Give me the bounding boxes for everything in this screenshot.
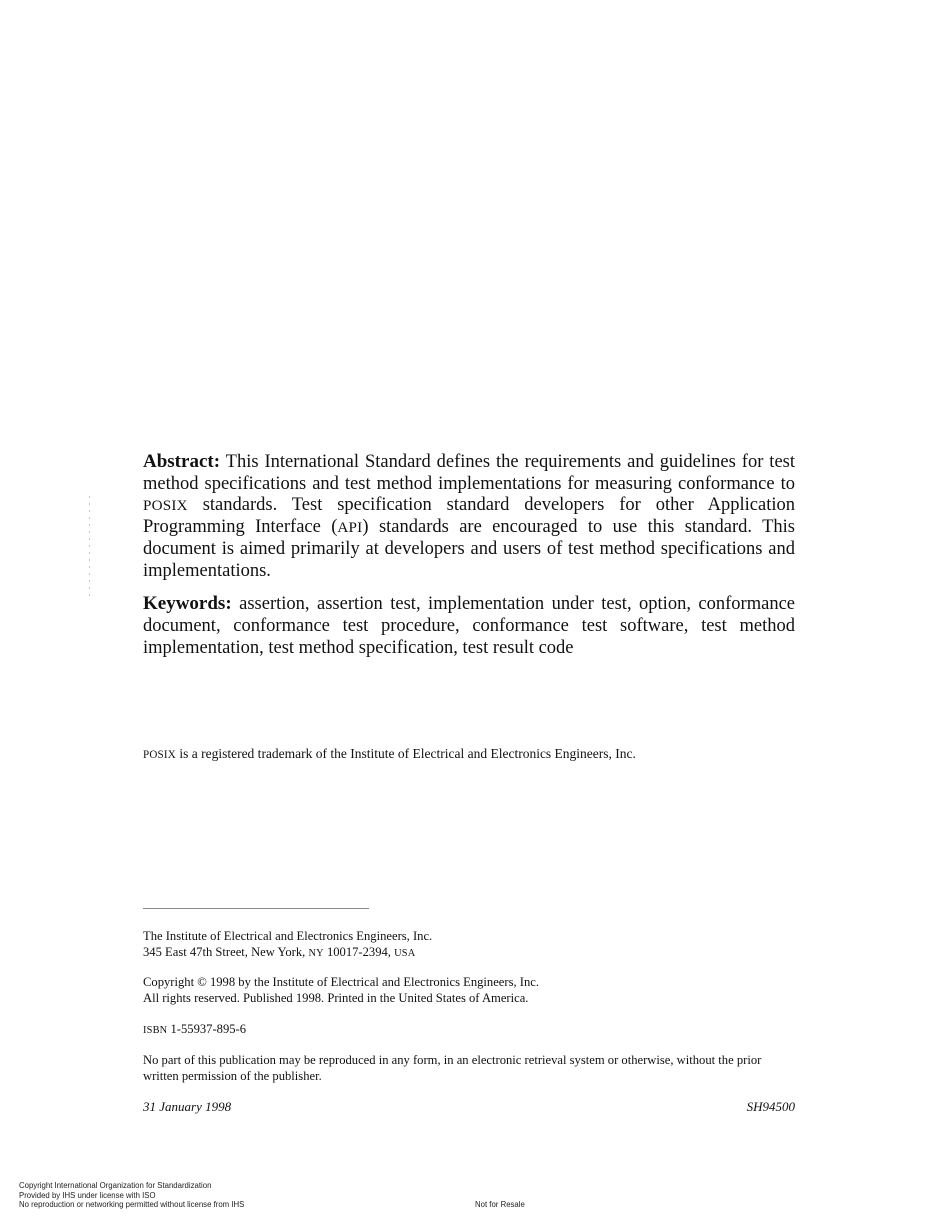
publisher-state: NY (308, 947, 324, 959)
isbn-label: ISBN (143, 1025, 168, 1036)
trademark-text: is a registered trademark of the Institute of Electrical and Electronics Engineers, Inc. (175, 746, 636, 761)
separator-rule (143, 908, 369, 909)
abstract-posix: POSIX (143, 497, 188, 515)
footer-date: 31 January 1998 (143, 1099, 232, 1114)
isbn-number: 1-55937-895-6 (167, 1022, 247, 1036)
license-stamp (19, 1181, 244, 1210)
abstract-api: API (337, 519, 363, 537)
not-for-resale: Not for Resale (475, 1200, 525, 1209)
license-line-3: No reproduction or networking permitted without license from IHS (19, 1200, 245, 1210)
isbn-block (143, 1022, 798, 1039)
license-line-2: Provided by IHS under license with ISO (19, 1190, 156, 1200)
publisher-country: USA (394, 947, 416, 959)
isbn-line (143, 1022, 798, 1039)
trademark-notice (143, 745, 803, 764)
copyright-line-1: Copyright © 1998 by the Institute of Electrical and Electronics Engineers, Inc. (143, 975, 540, 989)
license-line-1: Copyright International Organization for Standardization (19, 1181, 212, 1190)
publisher-block (143, 929, 798, 961)
keywords-paragraph (143, 593, 795, 659)
scan-margin-mark (89, 496, 90, 596)
publisher-address-2: 10017-2394, (323, 944, 395, 959)
abstract-text-3: ) standards are encouraged to use this standard. This document is aimed primarily at developers and users of test method specifications and implementations. (143, 517, 795, 581)
keywords-label: Keywords: (143, 593, 232, 615)
trademark-posix: POSIX (143, 749, 176, 761)
abstract-label: Abstract: (143, 451, 221, 472)
reproduction-notice: No part of this publication may be reproduced in any form, in an electronic retrieval system or otherwise, without the prior written permission of the publisher. (143, 1053, 762, 1083)
footer-code: SH94500 (746, 1099, 795, 1114)
keywords-text: assertion, assertion test, implementation under test, option, conformance document, conformance test procedure, conformance test software, test method implementation, test method specification, test result code (143, 594, 795, 658)
copyright-block (143, 975, 798, 1006)
publisher-address (143, 945, 798, 962)
footer-row (143, 1099, 795, 1115)
abstract-section (143, 451, 795, 659)
copyright-line-2: All rights reserved. Published 1998. Printed in the United States of America. (143, 990, 529, 1005)
abstract-text-2: standards. Test specification standard developers for other Application Programming Interface ( (143, 495, 795, 538)
abstract-paragraph (143, 451, 795, 582)
abstract-text-1: This International Standard defines the requirements and guidelines for test method specifications and test method implementations for measuring conformance to (143, 452, 795, 494)
publisher-address-1: 345 East 47th Street, New York, (143, 944, 309, 959)
publisher-name: The Institute of Electrical and Electronics Engineers, Inc. (143, 929, 433, 943)
reproduction-notice-block (143, 1053, 798, 1084)
